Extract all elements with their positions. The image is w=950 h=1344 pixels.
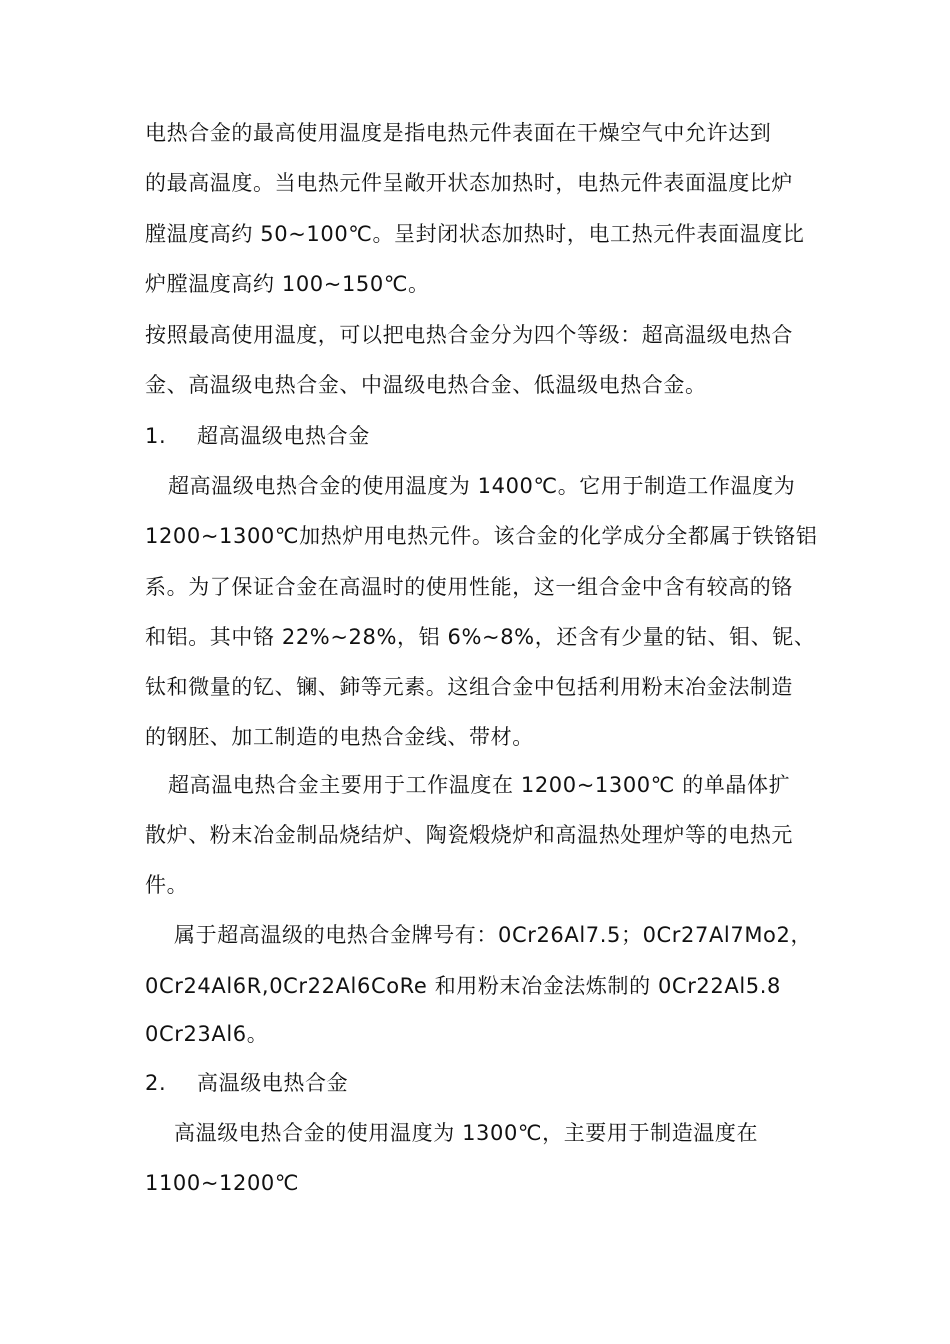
section2-number: 2. <box>145 1071 167 1095</box>
intro-line-1: 电热合金的最高使用温度是指电热元件表面在干燥空气中允许达到 <box>145 121 772 145</box>
section2-title: 高温级电热合金 <box>197 1071 349 1095</box>
section1-p1-line-5: 钛和微量的钇、镧、鈰等元素。这组合金中包括利用粉末冶金法制造 <box>145 675 793 699</box>
intro-line-4: 炉膛温度高约 100~150℃。 <box>145 272 430 296</box>
section1-p2-line-1: 超高温电热合金主要用于工作温度在 1200~1300℃ 的单晶体扩 <box>168 773 791 797</box>
section2-heading <box>145 1068 348 1098</box>
section1-p3-line-2: 0Cr24Al6R,0Cr22Al6CoRe 和用粉末冶金法炼制的 0Cr22Al5.8 <box>145 974 781 998</box>
section1-p1-line-2: 1200~1300℃加热炉用电热元件。该合金的化学成分全都属于铁铬铝 <box>145 524 818 548</box>
section1-p3-line-3: 0Cr23Al6。 <box>145 1022 269 1046</box>
intro-line-2: 的最高温度。当电热元件呈敞开状态加热时，电热元件表面温度比炉 <box>145 171 793 195</box>
section2-p1-line-2: 1100~1200℃ <box>145 1171 300 1195</box>
section1-heading <box>145 421 370 451</box>
section1-title: 超高温级电热合金 <box>197 424 370 448</box>
intro-line-3: 膛温度高约 50~100℃。呈封闭状态加热时，电工热元件表面温度比 <box>145 222 805 246</box>
section1-p3-line-1: 属于超高温级的电热合金牌号有：0Cr26Al7.5；0Cr27Al7Mo2， <box>174 923 813 947</box>
section2-p1-line-1: 高温级电热合金的使用温度为 1300℃，主要用于制造温度在 <box>174 1121 759 1145</box>
section1-number: 1. <box>145 424 167 448</box>
section1-p2-line-3: 件。 <box>145 873 189 897</box>
section1-p1-line-1: 超高温级电热合金的使用温度为 1400℃。它用于制造工作温度为 <box>168 474 796 498</box>
section1-p1-line-4: 和铝。其中铬 22%~28%，铝 6%~8%，还含有少量的钴、钼、铌、 <box>145 625 816 649</box>
section1-p1-line-6: 的钢胚、加工制造的电热合金线、带材。 <box>145 725 534 749</box>
classification-line-1: 按照最高使用温度，可以把电热合金分为四个等级：超高温级电热合 <box>145 323 793 347</box>
section1-p2-line-2: 散炉、粉末冶金制品烧结炉、陶瓷煅烧炉和高温热处理炉等的电热元 <box>145 823 793 847</box>
classification-line-2: 金、高温级电热合金、中温级电热合金、低温级电热合金。 <box>145 373 707 397</box>
section1-p1-line-3: 系。为了保证合金在高温时的使用性能，这一组合金中含有较高的铬 <box>145 575 793 599</box>
